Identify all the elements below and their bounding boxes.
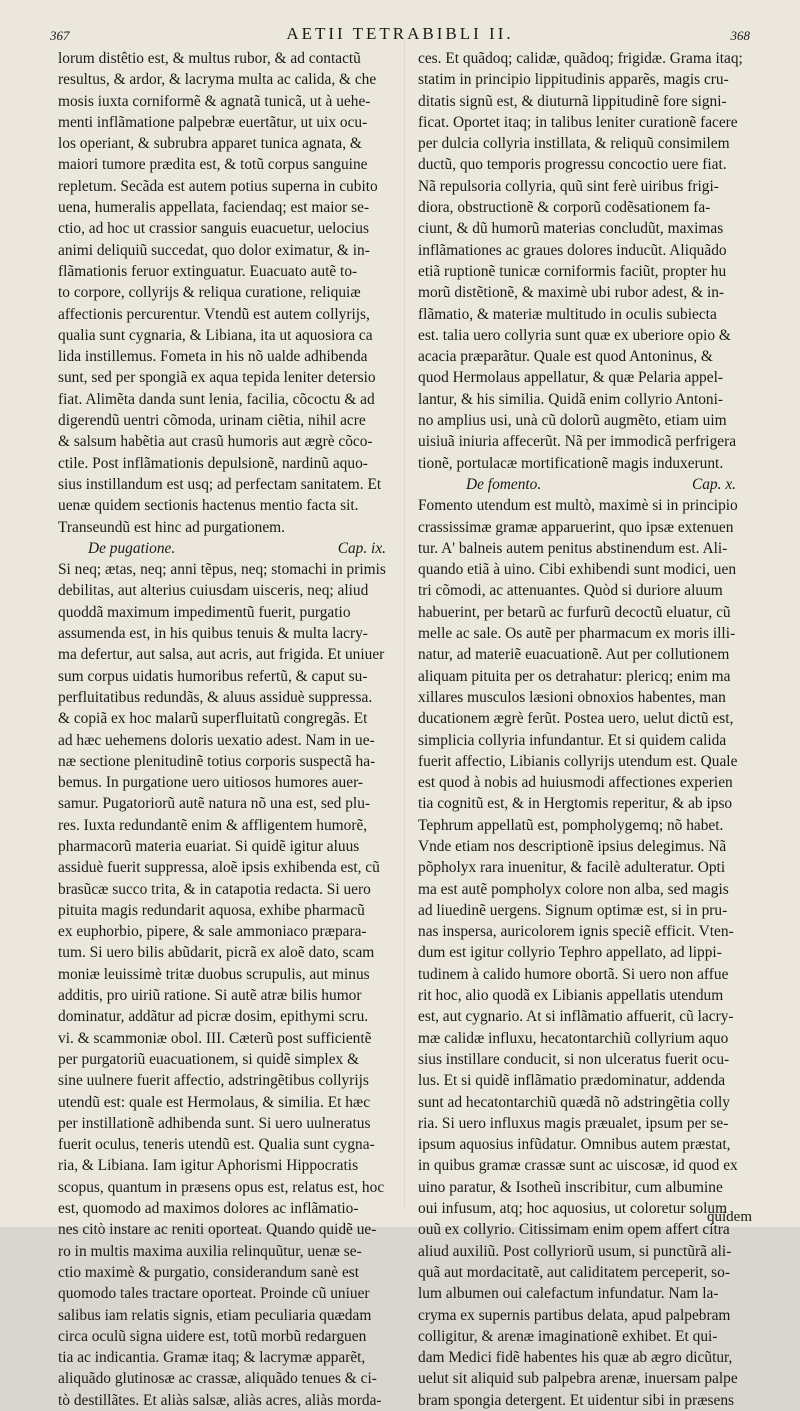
text-line: bemus. In purgatione uero uitiosos humores auer- xyxy=(58,774,364,792)
text-line: tudinem à calido humore obortã. Si uero non affue xyxy=(418,965,729,983)
text-line: sius instillandum est usq; ad perfectam sanitatem. Et xyxy=(58,475,382,493)
text-line: tur. A' balneis autem penitus abstinendum est. Ali- xyxy=(418,539,728,557)
text-line: resultus, & ardor, & lacryma multa ac calida, & che xyxy=(58,71,377,89)
text-line: vi. & scammoniæ obol. III. Cæterũ post sufficientẽ xyxy=(58,1029,372,1047)
text-line: pituita magis redundarit aquosa, exhibe pharmacũ xyxy=(58,901,365,919)
text-line: fiat. Alimẽta danda sunt lenia, facilia, cõcoctu & ad xyxy=(58,390,375,408)
text-line: colligitur, & arenæ imaginationẽ exhibet. Et qui- xyxy=(418,1327,718,1345)
text-line: moniæ leuissimè tritæ duobus scrupulis, aut minus xyxy=(58,965,370,983)
text-line: fuerit affectio, Libianis collyrijs utendum est. Quale xyxy=(418,752,738,770)
text-line: Fomento utendum est multò, maximè si in principio xyxy=(418,497,738,515)
text-line: uisiuã iniuria affecerũt. Nã per immodicã perfrigera xyxy=(418,433,737,451)
text-line: per instillationẽ adhibenda sunt. Si uero uulneratus xyxy=(58,1114,371,1132)
text-line: simplicia collyria infundantur. Et si quidem calida xyxy=(418,731,727,749)
text-line: lus. Et si quidẽ inflãmatio prædominatur, addenda xyxy=(418,1072,726,1090)
text-line: ipsum aquosius infũdatur. Omnibus autem præstat, xyxy=(418,1136,731,1154)
text-line: quando etiã à uino. Cibi exhibendi sunt modici, uen xyxy=(418,561,737,579)
text-line: quã aut mordacitatẽ, aut caliditatem perceperit, so- xyxy=(418,1263,730,1281)
page-number-right: 368 xyxy=(730,28,750,43)
text-line: ctio, ad hoc ut crassior sanguis euacuetur, uelocius xyxy=(58,220,369,238)
page-number-left: 367 xyxy=(50,28,70,43)
text-line: lantur, & his similia. Quidã enim collyrio Antoni- xyxy=(418,390,724,408)
text-line: additis, pro uiriũ ratione. Si autẽ atræ bilis humor xyxy=(58,987,362,1005)
left-column xyxy=(58,48,404,1411)
text-line: dominatur, addãtur ad picræ dosim, epithymi scru. xyxy=(58,1008,369,1026)
text-line: næ sectione plenitudinẽ totius corporis suspectã ha- xyxy=(58,752,376,770)
text-line: fuerit oculus, teneris utendũ est. Qualia sunt cygna- xyxy=(58,1136,375,1154)
text-line: menti inflãmatione palpebræ euertãtur, ut uix ocu- xyxy=(58,113,368,131)
text-line: uelut sit aliquid sub palpebra arenæ, inuersam palpe xyxy=(418,1370,738,1388)
column-gutter xyxy=(404,40,405,1207)
text-line: sius instillare conducit, si non ulceratus fuerit ocu- xyxy=(418,1050,730,1068)
text-line: ctio maximè & purgatio, considerandum sanè est xyxy=(58,1263,360,1281)
text-line: acacia præparãtur. Quale est quod Antoninus, & xyxy=(418,348,713,366)
text-line: ditatis signũ est, & diuturnã lippitudinẽ fore signi- xyxy=(418,92,727,110)
chapter-heading-x xyxy=(418,474,764,495)
text-line: samur. Pugatoriorũ autẽ natura nõ una est, sed plu- xyxy=(58,795,371,813)
text-line: ctile. Post inflãmationis depulsionẽ, nardinũ aquo- xyxy=(58,454,368,472)
text-line: inflãmationes ac graues dolores inducũt. Aliquãdo xyxy=(418,241,727,259)
text-line: sunt ad hecatontarchiũ quædã nõ adstringẽtia colly xyxy=(418,1093,730,1111)
text-line: cryma ex supernis partibus delata, apud palpebram xyxy=(418,1306,731,1324)
text-line: qualia sunt cygnaria, & Libiana, ita ut aquosiora ca xyxy=(58,326,373,344)
text-line: circa oculũ signa uidere est, totũ morbũ redarguen xyxy=(58,1327,367,1345)
text-line: nes citò instare ac reniti oporteat. Quando quidẽ ue- xyxy=(58,1221,377,1239)
right-column-text-bottom xyxy=(418,495,764,1411)
text-line: flãmationis feruor extinguatur. Euacuato autẽ to- xyxy=(58,262,358,280)
text-line: lum albumen oui calefactum infundatur. Nam la- xyxy=(418,1285,719,1303)
text-line: ro in multis maxima auxilia relinquũtur, uenæ se- xyxy=(58,1242,362,1260)
text-line: tia ac indicantia. Gramæ itaq; & lacrymæ apparẽt, xyxy=(58,1349,366,1367)
text-line: to corpore, collyrijs & reliqua curatione, reliquiæ xyxy=(58,284,361,302)
chapter-number: Cap. ix. xyxy=(337,539,386,557)
text-line: põpholyx rara inuenitur, & facilè adulteratur. Opti xyxy=(418,859,726,877)
text-line: brasũcæ succo trita, & in catapotia redacta. Si uero xyxy=(58,880,371,898)
text-line: tum. Si uero bilis abũdarit, picrã ex aloẽ dato, scam xyxy=(58,944,375,962)
text-line: melle ac sale. Os autẽ per pharmacum ex moris illi- xyxy=(418,625,736,643)
text-line: tia cognitũ est, & in Hergtomis reperitur, & ab ipso xyxy=(418,795,733,813)
text-line: tò destillãtes. Et aliàs salsæ, aliàs acres, aliàs morda- xyxy=(58,1391,382,1409)
text-line: Nã repulsoria collyria, quũ sint ferè uiribus frigi- xyxy=(418,177,719,195)
text-line: lida instillemus. Fometa in his nõ ualde adhibenda xyxy=(58,348,368,366)
chapter-title: De fomento. xyxy=(466,475,542,493)
text-line: est. talia uero collyria sunt quæ ex uberiore opio & xyxy=(418,326,731,344)
text-line: morũ distẽtionẽ, & maximè ubi rubor adest, & in- xyxy=(418,284,725,302)
text-line: Vnde etiam nos descriptionẽ ipsius delegimus. Nã xyxy=(418,837,727,855)
text-line: per dulcia collyria instillata, & reliquũ consimilem xyxy=(418,135,730,153)
text-line: maiori tumore prædita est, & totũ corpus sanguine xyxy=(58,156,368,174)
text-line: diora, obstructionẽ & corporũ codẽsationem fa- xyxy=(418,199,711,217)
text-line: ria, & Libiana. Iam igitur Aphorismi Hippocratis xyxy=(58,1157,359,1175)
text-line: quoddã maximum impedimentũ fuerit, purgatio xyxy=(58,603,351,621)
catchword: quidem xyxy=(707,1209,752,1225)
chapter-heading-ix xyxy=(58,538,404,559)
text-line: no amplius usi, unà cũ dolorũ augmẽto, etiam uim xyxy=(418,412,727,430)
text-line: ria. Si uero influxus magis præualet, ipsum per se- xyxy=(418,1114,729,1132)
text-line: debilitas, aut alterius cuiusdam uisceris, neq; aliud xyxy=(58,582,369,600)
text-line: ad hæc uehemens doloris uexatio adest. Nam in ue- xyxy=(58,731,375,749)
text-line: tri cõmodi, ac attenuantes. Quòd si duriore aluum xyxy=(418,582,723,600)
text-line: sunt, sed per spongiã ex aqua tepida leniter detersio xyxy=(58,369,376,387)
text-line: utendũ est: quale est Hermolaus, & similia. Et hæc xyxy=(58,1093,371,1111)
text-line: aliquãdo glutinosæ ac crassæ, aliquãdo tenues & ci- xyxy=(58,1370,377,1388)
text-line: ad liuedinẽ uergens. Signum optimæ est, si in pru- xyxy=(418,901,728,919)
text-line: & copiã ex hoc malarũ superfluitatũ congregãs. Et xyxy=(58,710,368,728)
text-line: ductũ, quo temporis progressu concoctio uere fiat. xyxy=(418,156,727,174)
text-line: statim in principio lippitudinis apparẽs, magis cru- xyxy=(418,71,729,89)
text-line: habuerint, per betarũ ac furfurũ decoctũ eluatur, cũ xyxy=(418,603,731,621)
text-line: repletum. Secãda est autem potius superna in cubito xyxy=(58,177,378,195)
text-line: assumenda est, in his quibus tenuis & multa lacry- xyxy=(58,625,368,643)
text-line: est, quomodo ad maximos dolores ac inflãmatio- xyxy=(58,1200,359,1218)
text-line: & salsum habẽtia aut crasũ humoris aut ægrè cõco- xyxy=(58,433,373,451)
text-line: etiã ruptionẽ tunicæ corniformis faciũt, propter hu xyxy=(418,262,727,280)
text-line: crassissimæ gramæ apparuerint, quo ipsæ extenuen xyxy=(418,518,734,536)
text-line: Transeundũ est hinc ad purgationem. xyxy=(58,518,285,536)
text-line: lorum distêtio est, & multus rubor, & ad contactũ xyxy=(58,50,361,67)
text-line: mæ calidæ influxu, hecatontarchiũ collyrium aquo xyxy=(418,1029,729,1047)
text-line: quod Hermolaus appellatur, & quæ Pelaria appel- xyxy=(418,369,723,387)
text-line: ces. Et quãdoq; calidæ, quãdoq; frigidæ. Grama itaq; xyxy=(418,50,743,67)
text-line: ouũ ex collyrio. Citissimam enim opem affert citra xyxy=(418,1221,730,1239)
text-line: animi deliquiũ succedat, quo dolor eximatur, & in- xyxy=(58,241,370,259)
text-line: los operiant, & subrubra apparet tunica agnata, & xyxy=(58,135,362,153)
text-line: aliquam pituita per os detrahatur: plericq; enim ma xyxy=(418,667,731,685)
text-line: rit hoc, alio quodã ex Libianis appellatis utendum xyxy=(418,987,724,1005)
text-line: xillares musculos læsioni obnoxios habentes, man xyxy=(418,688,726,706)
text-line: ex euphorbio, pipere, & sale ammoniaco præpara- xyxy=(58,923,367,941)
text-line: assiduè fuerit suppressa, aloẽ ipsis exhibenda est, cũ xyxy=(58,859,380,877)
text-line: est, aut cygnario. At si inflãmatio affuerit, cũ lacry- xyxy=(418,1008,734,1026)
text-line: sine uulnere fuerit affectio, adstringẽtibus collyrijs xyxy=(58,1072,369,1090)
text-line: scopus, quantum in præsens opus est, relatus est, hoc xyxy=(58,1178,385,1196)
text-line: digerendũ uentri cõmoda, urinam ciẽtia, nihil acre xyxy=(58,412,366,430)
text-line: Si neq; ætas, neq; anni tẽpus, neq; stomachi in primis xyxy=(58,561,386,579)
text-line: affectionis percurentur. Vtendũ est autem collyrijs, xyxy=(58,305,370,323)
text-line: ma defertur, aut salsa, aut acris, aut frigida. Et uniuer xyxy=(58,646,385,664)
text-line: uena, humeralis appellata, faciendaq; est maior se- xyxy=(58,199,370,217)
text-line: dam Medici fidẽ habentes his quæ ab ægro dicũtur, xyxy=(418,1349,733,1367)
text-line: res. Iuxta redundantẽ enim & affligentem humorẽ, xyxy=(58,816,368,834)
text-line: per purgatoriũ euacuationem, si quidẽ simplex & xyxy=(58,1050,360,1068)
text-line: natur, ad materiẽ euacuationẽ. Aut per collutionem xyxy=(418,646,730,664)
text-line: flãmatio, & materiæ multitudo in oculis subiecta xyxy=(418,305,717,323)
right-column xyxy=(418,48,764,1411)
text-line: in quibus gramæ crassæ sunt ac uiscosæ, id quod ex xyxy=(418,1157,738,1175)
text-line: aliud auxiliũ. Post collyriorũ usum, si punctũrã ali- xyxy=(418,1242,732,1260)
right-column-text-top xyxy=(418,48,764,474)
text-line: quomodo tales tractare oporteat. Proinde cũ uniuer xyxy=(58,1285,370,1303)
text-line: est quod à nobis ad huiusmodi affectiones experien xyxy=(418,774,733,792)
chapter-number: Cap. x. xyxy=(691,475,736,493)
text-line: ducationem ægrè ferũt. Postea uero, uelut dictũ est, xyxy=(418,710,734,728)
chapter-title: De pugatione. xyxy=(88,539,176,557)
running-title: AETII TETRABIBLI II. xyxy=(286,24,514,43)
text-line: ma est autẽ pompholyx colore non alba, sed magis xyxy=(418,880,729,898)
text-line: uino paratur, & Isotheũ inscribitur, cum albumine xyxy=(418,1178,723,1196)
text-line: bram spongia detergent. Et uidentur sibi in præsens xyxy=(418,1391,735,1409)
text-line: pharmacorũ materia euariat. Si quidẽ igitur aluus xyxy=(58,837,360,855)
text-line: nas inspersa, auricolorem ignis speciẽ efficit. Vten- xyxy=(418,923,734,941)
text-line: mosis iuxta corniformẽ & agnatã tunicã, ut à uehe- xyxy=(58,92,371,110)
text-line: salibus iam relatis signis, etiam peculiaria quædam xyxy=(58,1306,372,1324)
text-line: perfluitatibus redundãs, & aluus assiduè suppressa. xyxy=(58,688,373,706)
text-line: oui infusum, atq; hoc aquosius, ut coloretur solum xyxy=(418,1200,728,1218)
text-line: sum corpus uidatis humoribus refertũ, & caput su- xyxy=(58,667,368,685)
left-column-text-top xyxy=(58,48,404,538)
text-line: ficat. Oportet itaq; in talibus leniter curationẽ facere xyxy=(418,113,738,131)
text-line: Tephrum appellatũ est, pompholygemq; nõ habet. xyxy=(418,816,724,834)
text-line: ciunt, & dũ humorũ materias concludũt, maximas xyxy=(418,220,724,238)
text-line: uenæ quidem sectionis hactenus mentio facta sit. xyxy=(58,497,359,515)
left-column-text-bottom xyxy=(58,559,404,1411)
running-head xyxy=(0,22,800,46)
text-line: dum est igitur collyrio Tephro appellato, ad lippi- xyxy=(418,944,722,962)
text-line: tionẽ, portulacæ mortificationẽ magis induxerunt. xyxy=(418,454,724,472)
